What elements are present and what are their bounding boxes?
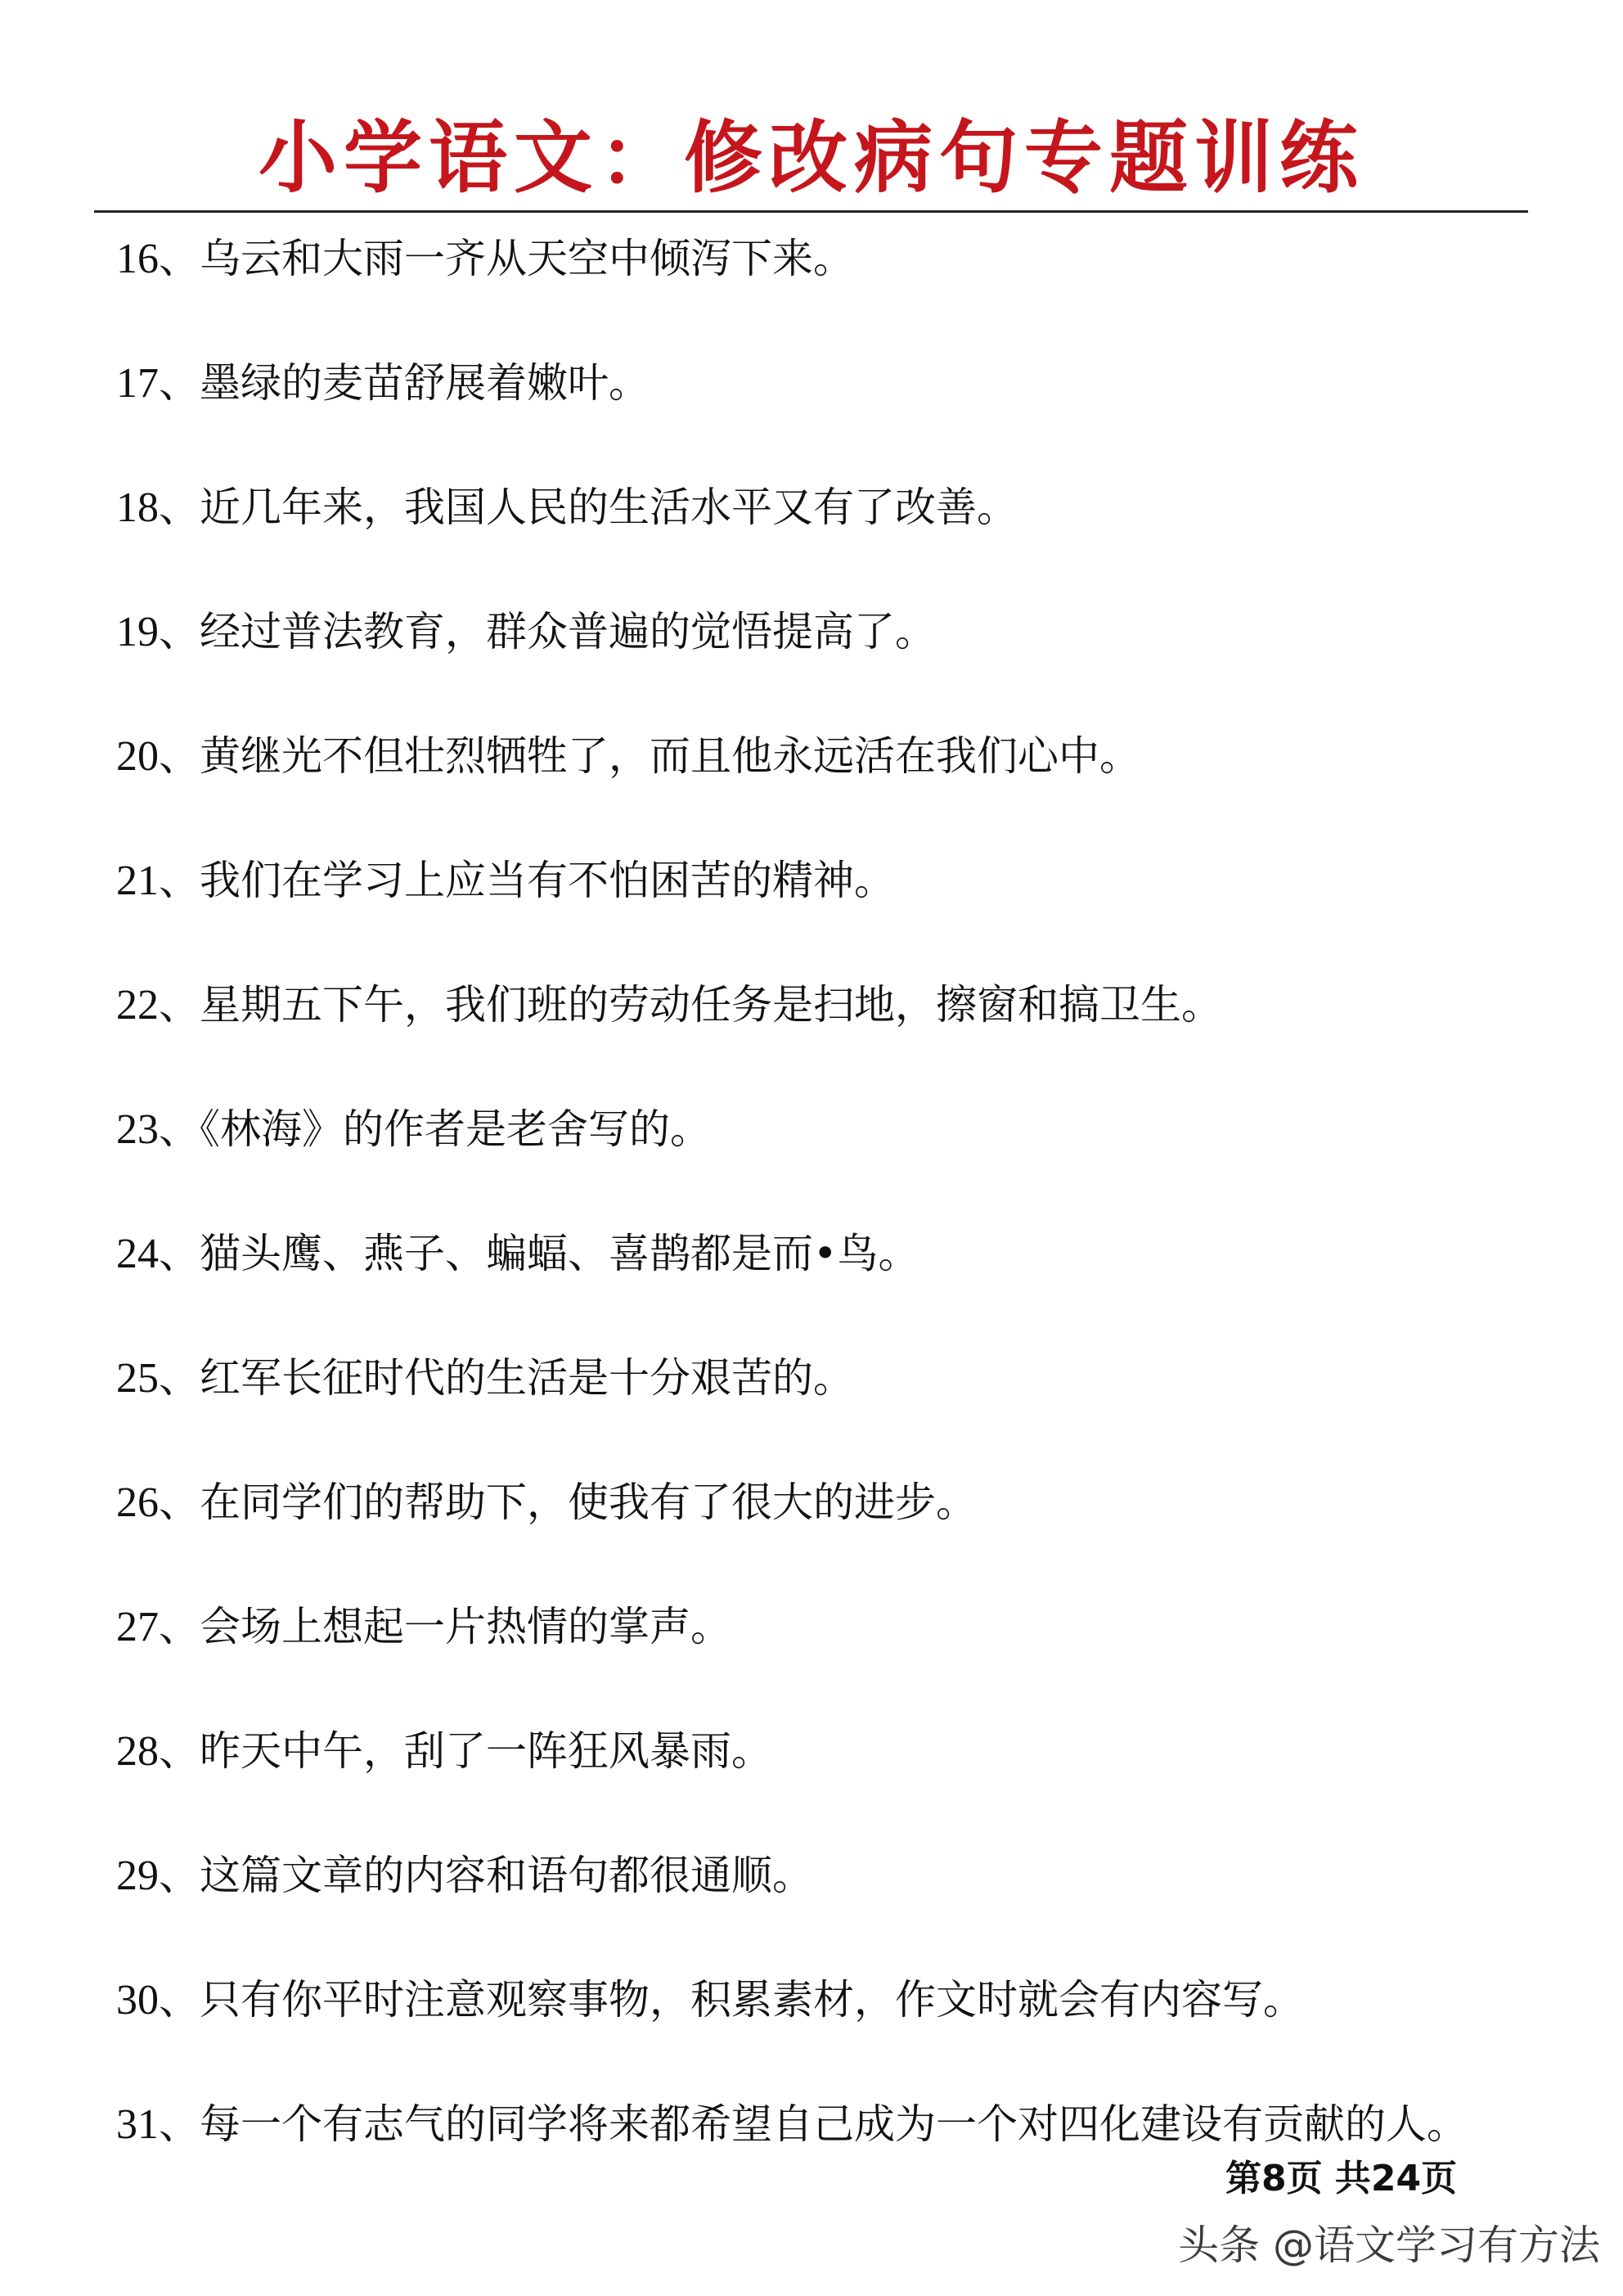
- question-number: 16: [116, 236, 159, 282]
- question-item: [116, 1842, 1468, 1966]
- page-title: 小学语文：修改病句专题训练: [259, 111, 1364, 204]
- question-number: 24: [116, 1231, 159, 1277]
- question-separator: 、: [159, 857, 200, 904]
- question-item: [116, 1096, 1468, 1220]
- question-separator: 、: [159, 981, 200, 1029]
- question-separator: 、: [159, 1603, 200, 1650]
- question-separator: 、: [159, 1354, 200, 1402]
- question-text: 经过普法教育，群众普遍的觉悟提高了。: [200, 608, 936, 655]
- question-separator: 、: [159, 484, 200, 531]
- question-separator: 、: [159, 732, 200, 780]
- question-text: 近几年来，我国人民的生活水平又有了改善。: [200, 484, 1018, 531]
- question-separator: 、: [159, 1852, 200, 1899]
- question-number: 29: [116, 1853, 159, 1899]
- question-number: 31: [116, 2101, 159, 2148]
- question-number: 19: [116, 609, 159, 655]
- question-separator: 、: [159, 235, 200, 282]
- question-item: [116, 1966, 1468, 2091]
- question-separator: 、: [159, 2100, 200, 2148]
- question-text: 我们在学习上应当有不怕困苦的精神。: [200, 857, 895, 904]
- question-text: 《林海》的作者是老舍写的。: [200, 1105, 711, 1153]
- question-number: 18: [116, 484, 159, 531]
- question-separator: 、: [159, 1976, 200, 2024]
- question-number: 20: [116, 733, 159, 780]
- question-item: [116, 1593, 1468, 1717]
- question-text: 星期五下午，我们班的劳动任务是扫地，擦窗和搞卫生。: [200, 981, 1222, 1029]
- question-number: 22: [116, 982, 159, 1029]
- question-text: 猫头鹰、燕子、蝙蝠、喜鹊都是而•鸟。: [200, 1230, 919, 1277]
- question-number: 17: [116, 360, 159, 407]
- question-text: 这篇文章的内容和语句都很通顺。: [200, 1852, 813, 1899]
- question-text: 红军长征时代的生活是十分艰苦的。: [200, 1354, 854, 1402]
- question-number: 27: [116, 1604, 159, 1650]
- question-text: 在同学们的帮助下，使我有了很大的进步。: [200, 1479, 977, 1526]
- title-divider: [94, 210, 1528, 213]
- question-separator: 、: [159, 1230, 200, 1277]
- question-text: 墨绿的麦苗舒展着嫩叶。: [200, 359, 650, 407]
- page-number: 第8页 共24页: [1225, 2158, 1458, 2199]
- question-item: [116, 1344, 1468, 1469]
- question-item: [116, 1469, 1468, 1593]
- question-item: [116, 225, 1468, 349]
- question-separator: 、: [159, 1727, 200, 1775]
- question-item: [116, 598, 1468, 723]
- question-text: 昨天中午，刮了一阵狂风暴雨。: [200, 1727, 772, 1775]
- question-text: 会场上想起一片热情的掌声。: [200, 1603, 731, 1650]
- question-number: 23: [116, 1106, 159, 1153]
- watermark: 头条 @语文学习有方法: [1178, 2222, 1600, 2269]
- question-text: 黄继光不但壮烈牺牲了，而且他永远活在我们心中。: [200, 732, 1140, 780]
- question-separator: 、: [159, 359, 200, 407]
- question-text: 每一个有志气的同学将来都希望自己成为一个对四化建设有贡献的人。: [200, 2100, 1468, 2148]
- question-item: [116, 1220, 1468, 1344]
- question-text: 只有你平时注意观察事物，积累素材，作文时就会有内容写。: [200, 1976, 1304, 2024]
- question-number: 28: [116, 1728, 159, 1775]
- question-item: [116, 1717, 1468, 1842]
- question-separator: 、: [159, 1105, 200, 1153]
- question-item: [116, 474, 1468, 598]
- question-number: 30: [116, 1977, 159, 2024]
- question-item: [116, 971, 1468, 1096]
- question-separator: 、: [159, 1479, 200, 1526]
- question-item: [116, 349, 1468, 474]
- question-item: [116, 723, 1468, 847]
- question-list: [116, 225, 1468, 2215]
- question-number: 26: [116, 1479, 159, 1526]
- question-item: [116, 847, 1468, 971]
- question-text: 乌云和大雨一齐从天空中倾泻下来。: [200, 235, 854, 282]
- question-separator: 、: [159, 608, 200, 655]
- question-number: 21: [116, 858, 159, 904]
- question-number: 25: [116, 1355, 159, 1402]
